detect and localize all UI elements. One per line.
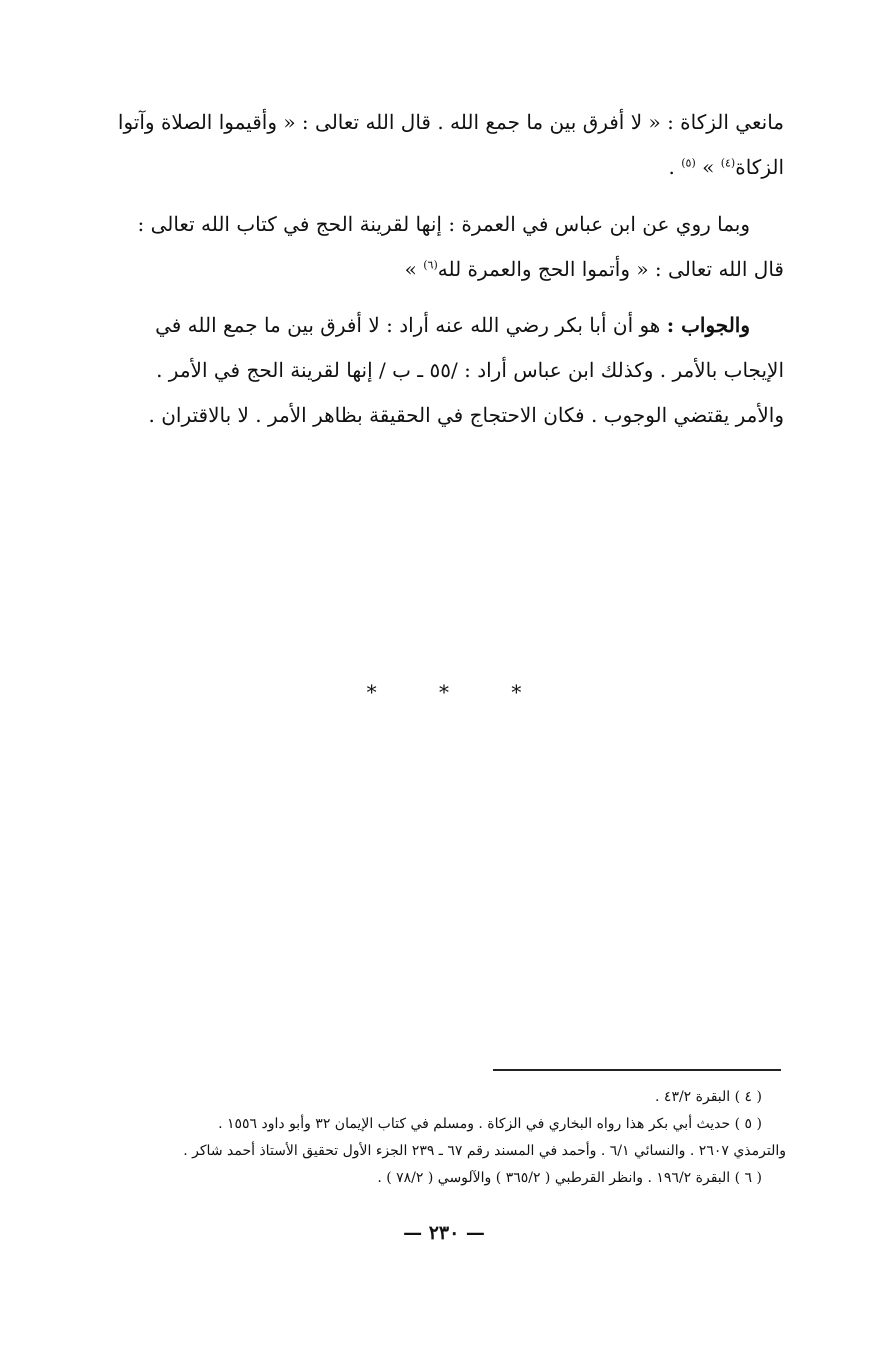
paragraph-line: وبما روي عن ابن عباس في العمرة : إنها لقرينة الحج في كتاب الله تعالى :: [137, 212, 750, 236]
quote-close: »: [404, 257, 424, 281]
footnote-ref-6[interactable]: (٦): [423, 258, 438, 272]
paragraph-line: [100, 247, 784, 292]
section-separator: * * *: [366, 680, 550, 704]
page-number: — ٢٣٠ —: [403, 1222, 485, 1244]
answer-heading: والجواب :: [666, 313, 750, 337]
quran-quote: قال الله تعالى : « وأتموا الحج والعمرة لله: [437, 257, 784, 281]
paragraph-zakat: [100, 100, 784, 190]
paragraph-text: هو أن أبا بكر رضي الله عنه أراد : لا أفرق بين ما جمع الله في: [155, 313, 667, 337]
paragraph-answer: [100, 303, 784, 438]
footnote-6: ( ٦ ) البقرة ١٩٦/٢ . وانظر القرطبي ( ٣٦٥/٢ ) والآلوسي ( ٧٨/٢ ) .: [377, 1170, 762, 1186]
paragraph-line: مانعي الزكاة : « لا أفرق بين ما جمع الله . قال الله تعالى : « وأقيموا الصلاة وآتوا: [117, 110, 784, 134]
footnote-ref-5[interactable]: (٥): [681, 156, 696, 170]
footnote-ref-4[interactable]: (٤): [720, 156, 736, 170]
footnotes: [96, 1084, 786, 1192]
paragraph-umrah: [100, 202, 784, 292]
paragraph-line: [100, 303, 784, 348]
paragraph-line: [100, 145, 784, 190]
quote-close: »: [695, 155, 721, 179]
footnote-5-continued: والترمذي ٢٦٠٧ . والنسائي ٦/١ . وأحمد في المسند رقم ٦٧ ـ ٢٣٩ الجزء الأول تحقيق الأستاذ أحمد شاكر .: [183, 1143, 786, 1159]
footnote-4: ( ٤ ) البقرة ٤٣/٢ .: [655, 1089, 762, 1105]
footnote-5: ( ٥ ) حديث أبي بكر هذا رواه البخاري في الزكاة . ومسلم في كتاب الإيمان ٣٢ وأبو داود ١٥٥٦ .: [218, 1116, 762, 1132]
paragraph-line: الإيجاب بالأمر . وكذلك ابن عباس أراد : /٥٥ ـ ب / إنها لقرينة الحج في الأمر .: [156, 358, 784, 382]
paragraph-text: الزكاة: [735, 155, 784, 179]
paragraph-line: والأمر يقتضي الوجوب . فكان الاحتجاج في الحقيقة بظاهر الأمر . لا بالاقتران .: [148, 403, 784, 427]
sentence-end: .: [668, 155, 682, 179]
footnote-divider: [493, 1069, 781, 1071]
